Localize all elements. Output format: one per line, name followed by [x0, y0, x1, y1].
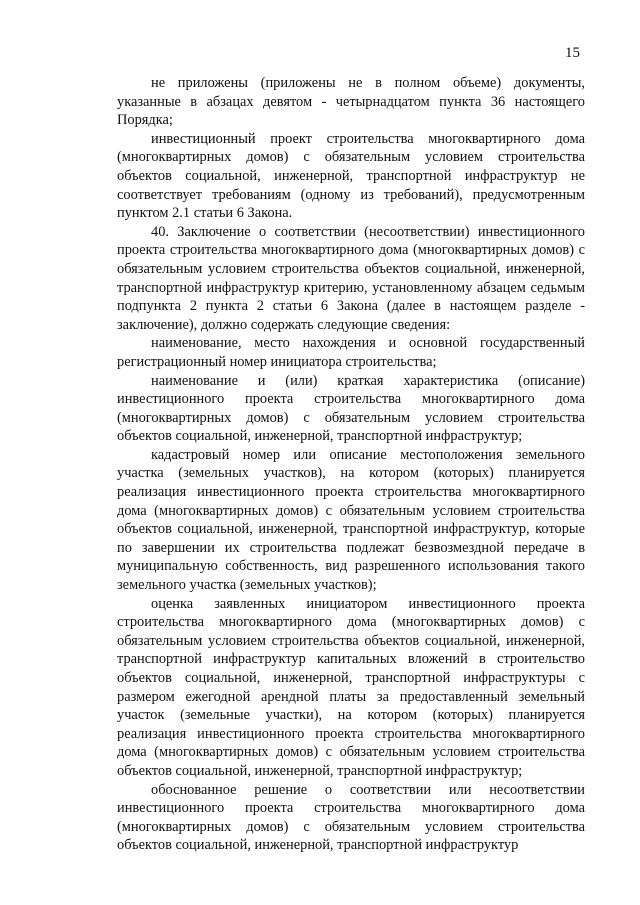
- paragraph: не приложены (приложены не в полном объеме) документы, указанные в абзацах девятом - четырнадцатом пункта 36 настоящего Порядка;: [117, 75, 585, 129]
- paragraph: 40. Заключение о соответствии (несоответствии) инвестиционного проекта строительства многоквартирного дома (многоквартирных домов) с обязательным условием строительства объектов социальной, инженерной, транспортной инфраструктур критерию, установленному абзацем седьмым подпункта 2 пункта 2 статьи 6 Закона (далее в настоящем разделе - заключение), должно содержать следующие сведения:: [117, 223, 585, 333]
- page-number: 15: [565, 45, 580, 61]
- document-body: [117, 74, 585, 855]
- paragraph: оценка заявленных инициатором инвестиционного проекта строительства многоквартирного дома (многоквартирных домов) с обязательным условием строительства объектов социальной, инженерной, транспортной инфраструктур капитальных вложений в строительство объектов социальной, инженерной, транспортной инфраструктуры с размером ежегодной арендной платы за предоставленный земельный участок (земельные участки), на котором (которых) планируется реализация инвестиционного проекта строительства многоквартирного дома (многоквартирных домов) с обязательным условием строительства объектов социальной, инженерной, транспортной инфраструктур;: [117, 595, 585, 779]
- paragraph: обоснованное решение о соответствии или несоответствии инвестиционного проекта строительства многоквартирного дома (многоквартирных домов) с обязательным условием строительства объектов социальной, инженерной, транспортной инфраструктур: [117, 781, 585, 854]
- paragraph: инвестиционный проект строительства многоквартирного дома (многоквартирных домов) с обязательным условием строительства объектов социальной, инженерной, транспортной инфраструктур не соответствует требованиям (одному из требований), предусмотренным пунктом 2.1 статьи 6 Закона.: [117, 130, 585, 222]
- paragraph: наименование и (или) краткая характеристика (описание) инвестиционного проекта строительства многоквартирного дома (многоквартирных домов) с обязательным условием строительства объектов социальной, инженерной, транспортной инфраструктур;: [117, 372, 585, 445]
- paragraph: наименование, место нахождения и основной государственный регистрационный номер инициатора строительства;: [117, 335, 585, 370]
- paragraph: кадастровый номер или описание местоположения земельного участка (земельных участков), на котором (которых) планируется реализация инвестиционного проекта строительства многоквартирного дома (многоквартирных домов) с обязательным условием строительства объектов социальной, инженерной, транспортной инфраструктур, которые по завершении их строительства подлежат безвозмездной передаче в муниципальную собственность, вид разрешенного использования такого земельного участка (земельных участков);: [117, 446, 585, 594]
